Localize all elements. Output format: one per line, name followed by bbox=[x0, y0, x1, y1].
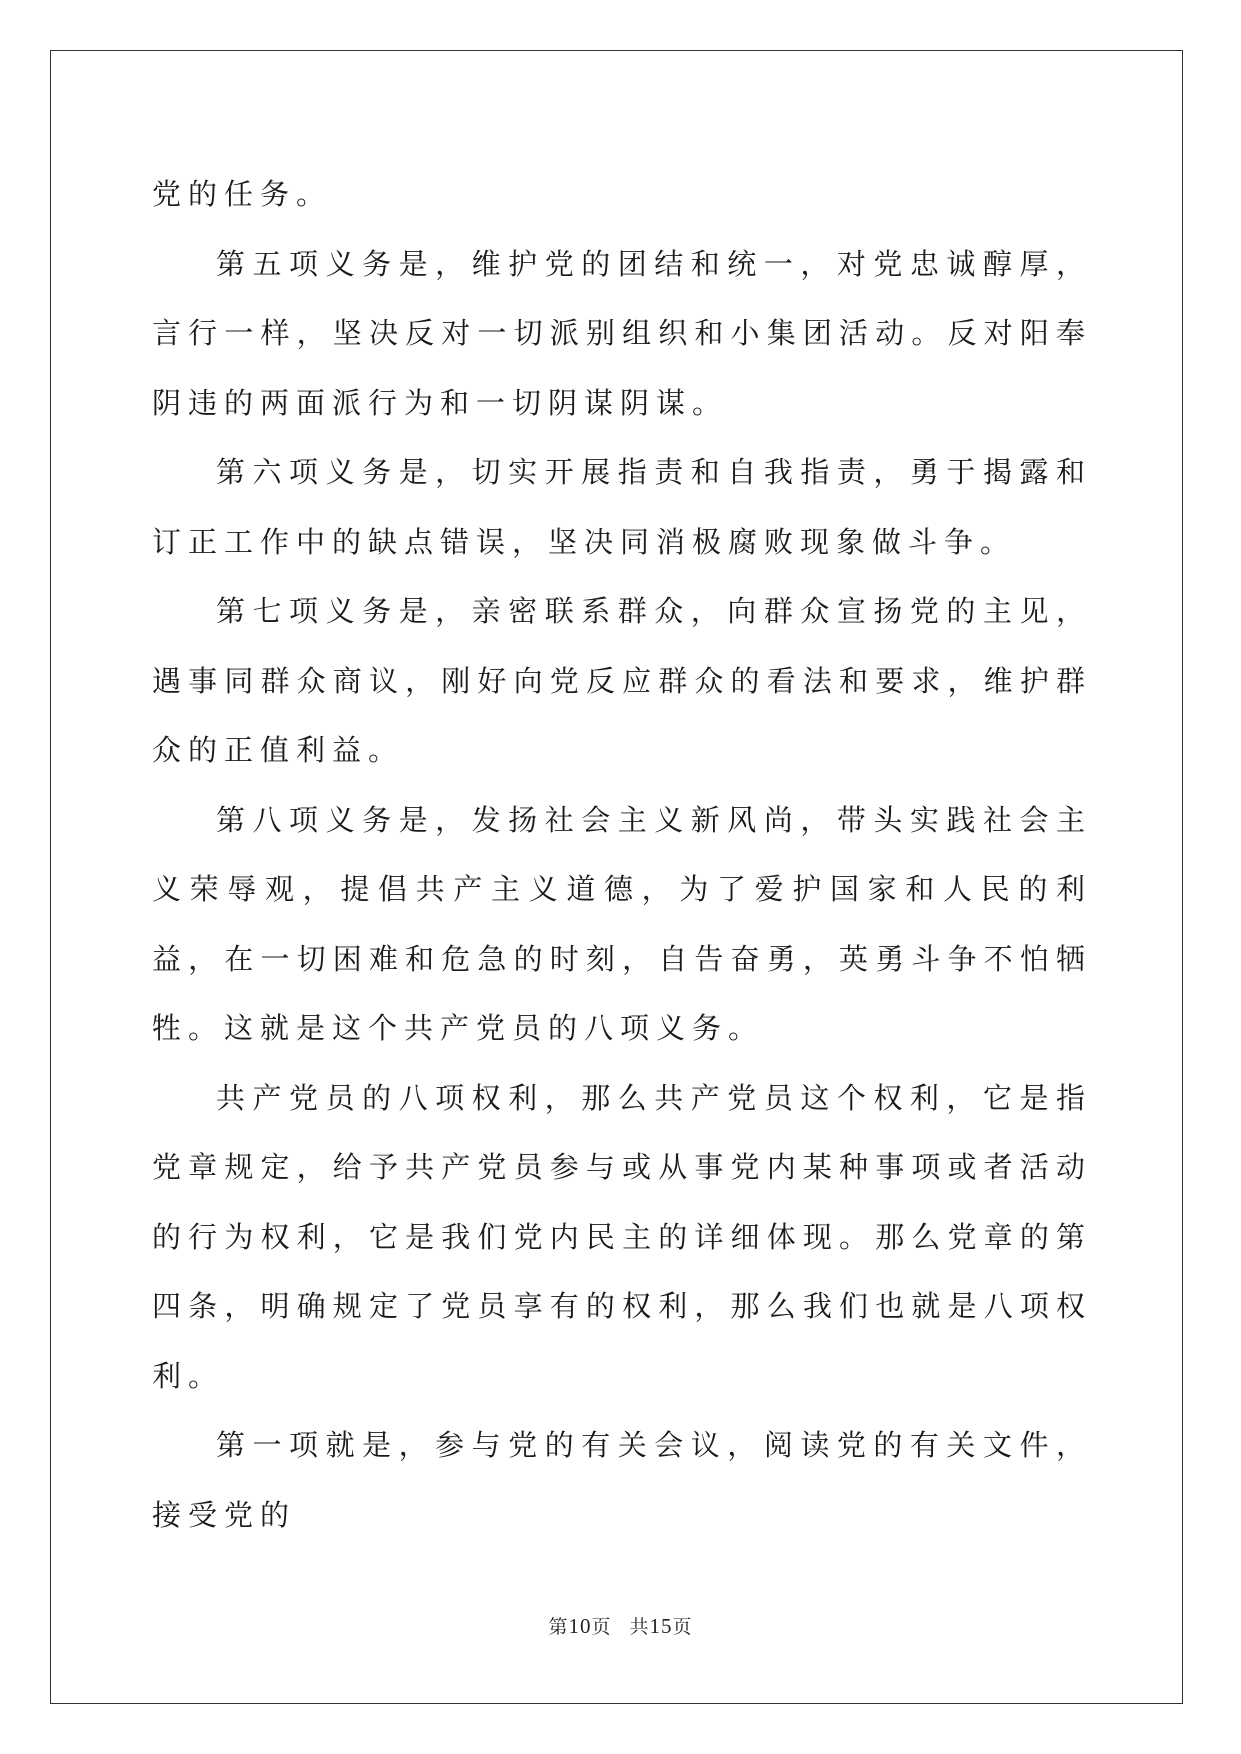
paragraph-7: 第一项就是，参与党的有关会议，阅读党的有关文件，接受党的 bbox=[152, 1428, 1092, 1532]
paragraph-2: 第五项义务是，维护党的团结和统一，对党忠诚醇厚，言行一样，坚决反对一切派别组织和小集团活动。反对阳奉阴违的两面派行为和一切阴谋阴谋。 bbox=[152, 246, 1092, 420]
footer-total-prefix: 共 bbox=[629, 1616, 650, 1638]
paragraph-4: 第七项义务是，亲密联系群众，向群众宣扬党的主见，遇事同群众商议，刚好向党反应群众的看法和要求，维护群众的正值利益。 bbox=[152, 594, 1092, 767]
footer-page-prefix: 第 bbox=[548, 1616, 569, 1638]
paragraph-6: 共产党员的八项权利，那么共产党员这个权利，它是指党章规定，给予共产党员参与或从事党内某种事项或者活动的行为权利，它是我们党内民主的详细体现。那么党章的第四条，明确规定了党员享有的权利，那么我们也就是八项权利。 bbox=[152, 1080, 1092, 1393]
footer-page-mid: 页 bbox=[591, 1616, 612, 1638]
paragraph-3: 第六项义务是，切实开展指责和自我指责，勇于揭露和订正工作中的缺点错误，坚决同消极腐败现象做斗争。 bbox=[152, 455, 1092, 559]
footer-total-suffix: 页 bbox=[672, 1616, 693, 1638]
footer-page-total: 15 bbox=[649, 1614, 673, 1638]
footer-page-current: 10 bbox=[568, 1614, 592, 1638]
paragraph-1: 党的任务。 bbox=[152, 177, 333, 211]
paragraph-5: 第八项义务是，发扬社会主义新风尚，带头实践社会主义荣辱观，提倡共产主义道德，为了爱护国家和人民的利益，在一切困难和危急的时刻，自告奋勇，英勇斗争不怕牺牲。这就是这个共产党员的八项义务。 bbox=[152, 802, 1092, 1045]
page-footer bbox=[0, 1612, 1241, 1639]
document-body bbox=[152, 160, 1092, 1550]
